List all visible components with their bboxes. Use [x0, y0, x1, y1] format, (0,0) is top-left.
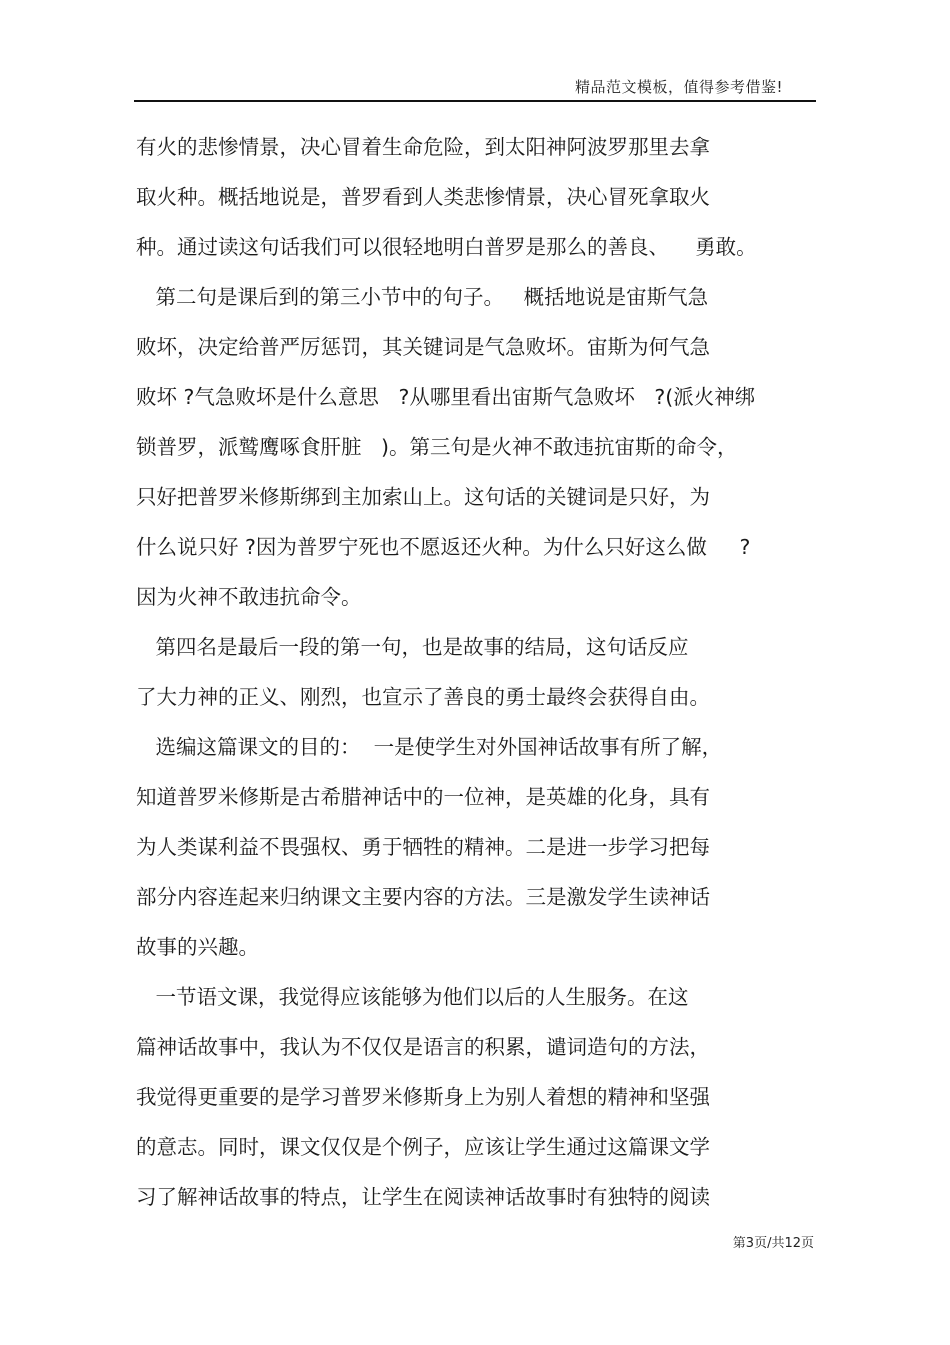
text-line: 因为火神不敢违抗命令。	[136, 585, 362, 609]
text-line: 败坏 ?气急败坏是什么意思 ?从哪里看出宙斯气急败坏 ?(派火神绑	[136, 385, 756, 409]
text-line: 习了解神话故事的特点，让学生在阅读神话故事时有独特的阅读	[136, 1185, 710, 1209]
text-line: 为人类谋利益不畏强权、勇于牺牲的精神。二是进一步学习把每	[136, 835, 710, 859]
text-line: 第二句是课后到的第三小节中的句子。 概括地说是宙斯气急	[136, 285, 709, 309]
text-line: 有火的悲惨情景，决心冒着生命危险，到太阳神阿波罗那里去拿	[136, 135, 710, 159]
text-line: 什么说只好 ?因为普罗宁死也不愿返还火种。为什么只好这么做 ?	[136, 535, 751, 559]
text-line: 取火种。概括地说是，普罗看到人类悲惨情景，决心冒死拿取火	[136, 185, 710, 209]
text-line: 我觉得更重要的是学习普罗米修斯身上为别人着想的精神和坚强	[136, 1085, 710, 1109]
header-divider	[134, 100, 816, 102]
text-line: 篇神话故事中，我认为不仅仅是语言的积累，谴词造句的方法，	[136, 1035, 710, 1059]
page-number: 第3页/共12页	[732, 1236, 814, 1251]
text-line: 了大力神的正义、刚烈，也宣示了善良的勇士最终会获得自由。	[136, 685, 710, 709]
text-line: 的意志。同时，课文仅仅是个例子，应该让学生通过这篇课文学	[136, 1135, 710, 1159]
page-header-title: 精品范文模板，值得参考借鉴!	[574, 78, 783, 96]
text-line: 故事的兴趣。	[136, 935, 259, 959]
text-line: 败坏，决定给普严厉惩罚，其关键词是气急败坏。宙斯为何气急	[136, 335, 710, 359]
text-line: 部分内容连起来归纳课文主要内容的方法。三是激发学生读神话	[136, 885, 710, 909]
text-line: 知道普罗米修斯是古希腊神话中的一位神，是英雄的化身，具有	[136, 785, 710, 809]
text-line: 一节语文课，我觉得应该能够为他们以后的人生服务。在这	[136, 985, 689, 1009]
text-line: 锁普罗，派鹫鹰啄食肝脏 )。第三句是火神不敢违抗宙斯的命令，	[136, 435, 738, 459]
text-line: 只好把普罗米修斯绑到主加索山上。这句话的关键词是只好，为	[136, 485, 710, 509]
document-body	[136, 124, 826, 1224]
text-line: 种。通过读这句话我们可以很轻地明白普罗是那么的善良、 勇敢。	[136, 235, 757, 259]
text-line: 第四名是最后一段的第一句，也是故事的结局，这句话反应	[136, 635, 689, 659]
text-line: 选编这篇课文的目的： 一是使学生对外国神话故事有所了解，	[136, 735, 723, 759]
